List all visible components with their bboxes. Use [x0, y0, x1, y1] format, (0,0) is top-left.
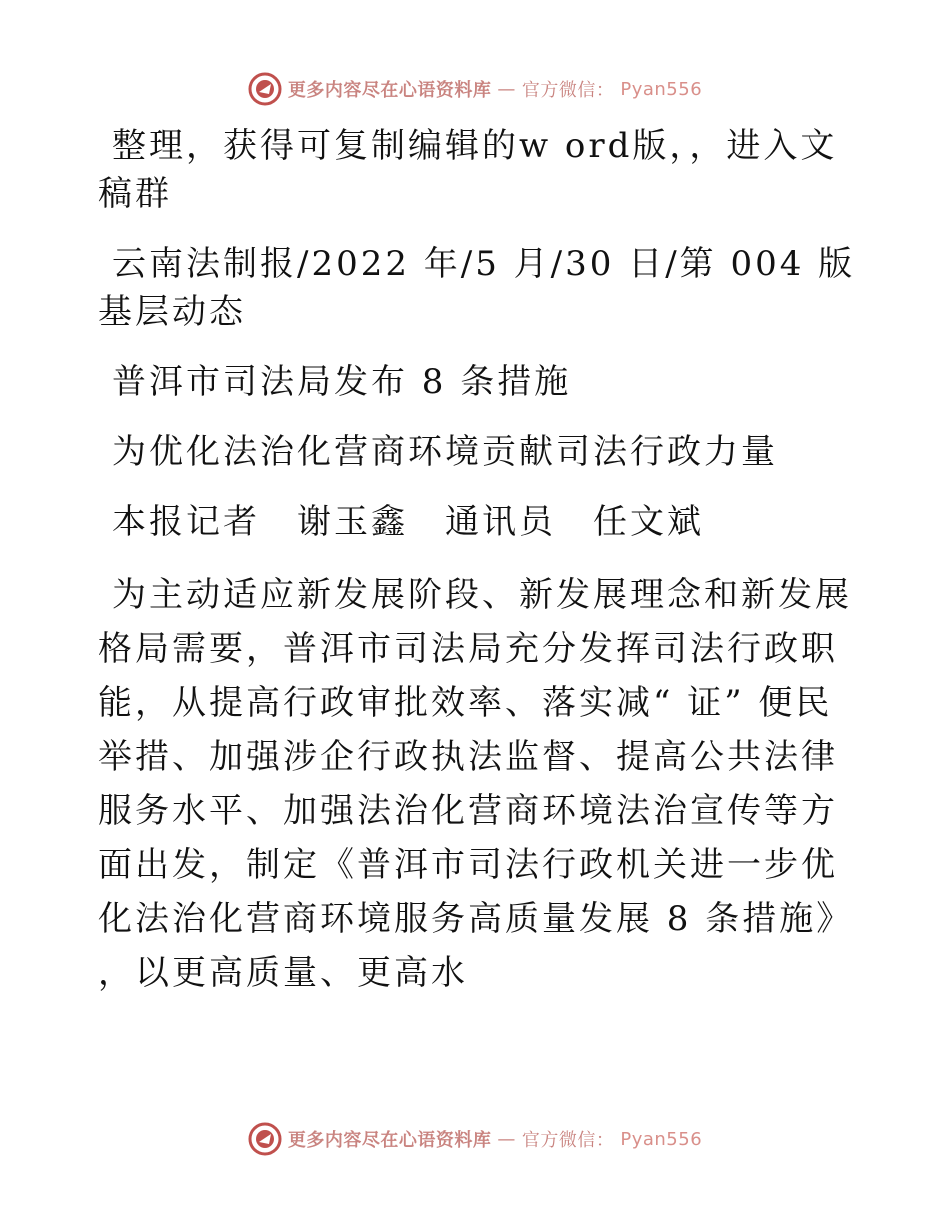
- watermark-dash: —: [497, 78, 516, 100]
- brand-logo-icon: [248, 1122, 282, 1156]
- watermark-sub-text: 官方微信：: [521, 1130, 615, 1151]
- watermark-wechat-id: Pyan556: [620, 1128, 703, 1150]
- article-title: 普洱市司法局发布 8 条措施: [112, 362, 572, 402]
- watermark-dash: —: [497, 1128, 516, 1150]
- watermark-main-text: 更多内容尽在心语资料库: [287, 80, 492, 101]
- header-watermark: [0, 72, 950, 106]
- brand-logo-icon: [248, 72, 282, 106]
- body-paragraph: 为主动适应新发展阶段、新发展理念和新发展格局需要，普洱市司法局充分发挥司法行政职能，从提高行政审批效率、落实减“ 证” 便民举措、加强涉企行政执法监督、提高公共法律服务水平、加强法治化营商环境法治宣传等方面出发，制定《普洱市司法行政机关进一步优化法治化营商环境服务高质量发展 8 条措施》 ，以更高质量、更高水: [98, 575, 854, 993]
- watermark-sub-text: 官方微信：: [521, 80, 615, 101]
- source-line: 云南法制报/2022 年/5 月/30 日/第 004 版基层动态: [98, 244, 856, 332]
- watermark-wechat-id: Pyan556: [620, 78, 703, 100]
- byline: 本报记者 谢玉鑫 通讯员 任文斌: [112, 502, 704, 542]
- note-paragraph: 整理，获得可复制编辑的w ord版，，进入文稿群: [98, 126, 838, 214]
- document-body: [98, 122, 858, 1022]
- article-subtitle: 为优化法治化营商环境贡献司法行政力量: [112, 432, 778, 472]
- watermark-main-text: 更多内容尽在心语资料库: [287, 1130, 492, 1151]
- footer-watermark: [0, 1122, 950, 1156]
